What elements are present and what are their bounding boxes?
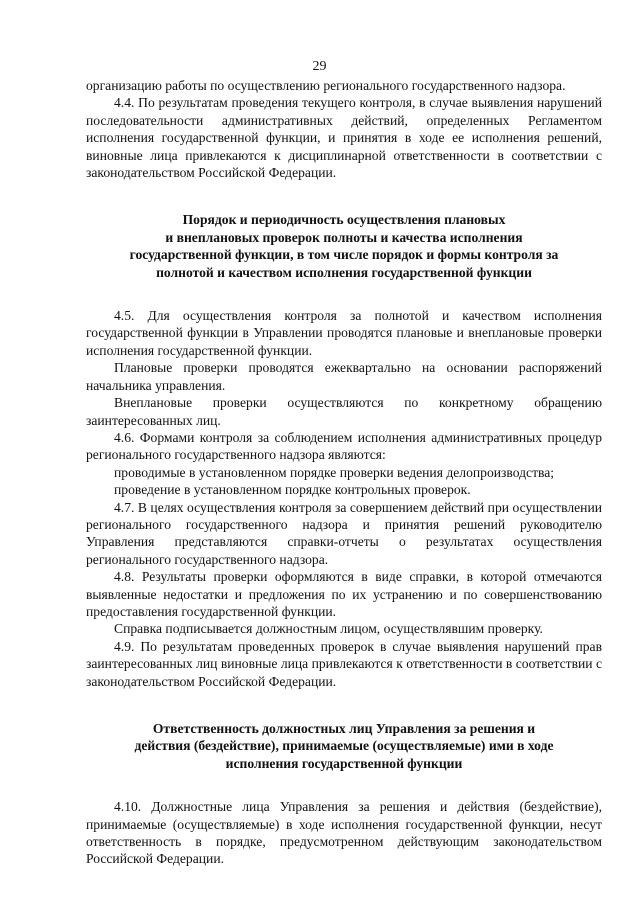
paragraph: 4.9. По результатам проведенных проверок в случае выявления нарушений прав заинтересованных лиц виновные лица привлекаются к ответственности в соответствии с законодательством Российской Федерации. [86, 638, 602, 689]
paragraph: 4.4. По результатам проведения текущего контроля, в случае выявления нарушений последовательности административных действий, определенных Регламентом исполнения государственной функции, и принятия в ходе ее исполнения решений, виновные лица привлекаются к дисциплинарной ответственности в соответствии с законодательством Российской Федерации. [86, 95, 602, 181]
document-body [86, 77, 602, 868]
section-heading-line: Ответственность должностных лиц Управления за решения и [152, 721, 536, 736]
paragraph: 4.8. Результаты проверки оформляются в виде справки, в которой отмечаются выявленные недостатки и предложения по их устранению и по совершенствованию предоставления государственной функции. [86, 569, 602, 619]
paragraph: проведение в установленном порядке контрольных проверок. [114, 482, 471, 498]
paragraph: проводимые в установленном порядке проверки ведения делопроизводства; [114, 464, 555, 480]
section-spacer [86, 281, 602, 307]
paragraph: Справка подписывается должностным лицом, осуществлявшим проверку. [114, 621, 543, 637]
section-heading-line: действия (бездействие), принимаемые (осуществляемые) ими в ходе [134, 738, 554, 754]
paragraph: 4.6. Формами контроля за соблюдением исполнения административных процедур регионального государственного надзора являются: [86, 429, 602, 463]
paragraph: организацию работы по осуществлению регионального государственного надзора. [86, 78, 566, 93]
paragraph: 4.5. Для осуществления контроля за полнотой и качеством исполнения государственной функции в Управлении проводятся плановые и внеплановые проверки исполнения государственной функции. [86, 308, 602, 358]
paragraph: 4.10. Должностные лица Управления за решения и действия (бездействие), принимаемые (осуществляемые) в ходе исполнения государственной функции, несут ответственность в порядке, предусмотренном действующим законодательством Российской Федерации. [86, 799, 602, 867]
section-heading [86, 720, 602, 772]
section-heading [86, 211, 602, 281]
page-number: 29 [312, 59, 327, 74]
section-heading-line: и внеплановых проверок полноты и качества исполнения [165, 229, 523, 245]
section-spacer [86, 772, 602, 798]
paragraph: 4.7. В целях осуществления контроля за совершением действий при осуществлении регионального государственного надзора и принятия решений руководителю Управления представляются справки-отчеты о результатах осуществления регионального государственного надзора. [86, 499, 602, 567]
section-heading-line: исполнения государственной функции [225, 755, 463, 771]
paragraph: Плановые проверки проводятся ежеквартально на основании распоряжений начальника управления. [86, 360, 602, 393]
section-spacer [86, 690, 602, 720]
paragraph: Внеплановые проверки осуществляются по конкретному обращению заинтересованных лиц. [86, 395, 602, 428]
section-heading-line: государственной функции, в том числе порядок и формы контроля за [129, 247, 559, 263]
section-heading-line: полнотой и качеством исполнения государственной функции [156, 264, 532, 280]
section-spacer [86, 181, 602, 211]
section-heading-line: Порядок и периодичность осуществления плановых [182, 212, 506, 228]
